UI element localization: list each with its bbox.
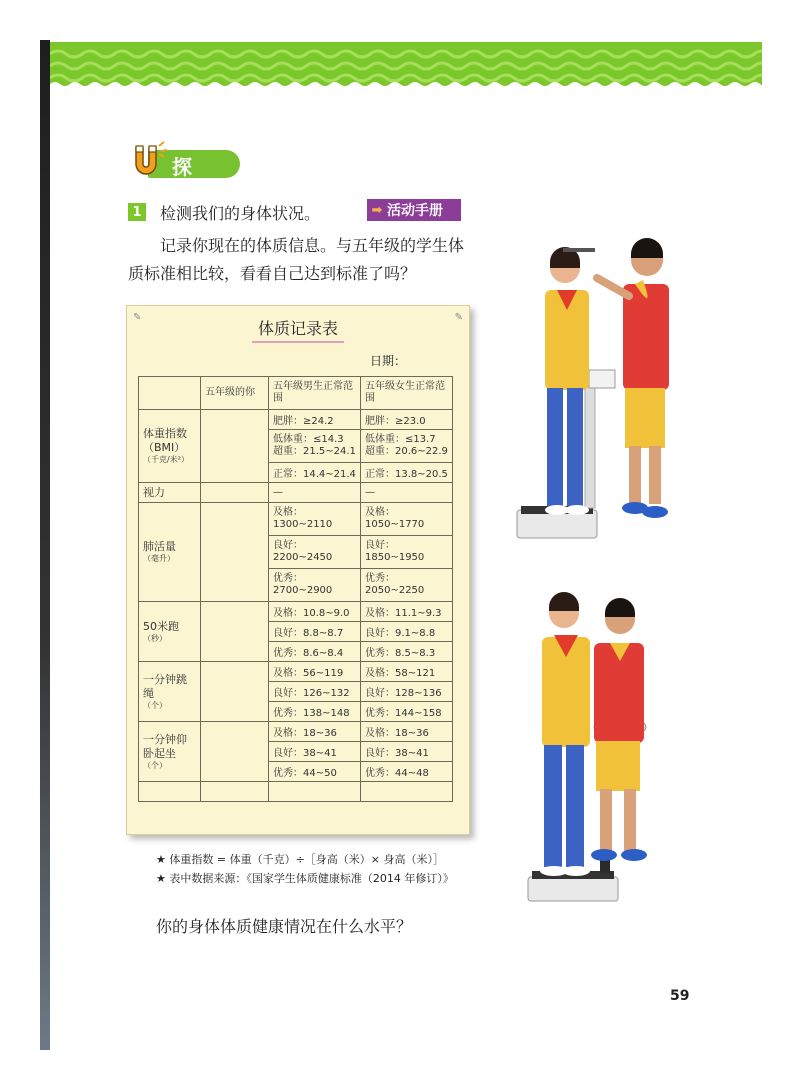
boy-range-cell: 优秀：44~50: [269, 762, 361, 782]
entry-cell[interactable]: [201, 483, 269, 503]
weight-measure-photo: [520, 585, 680, 910]
footnote: ★ 体重指数 = 体重（千克）÷［身高（米）× 身高（米）］: [156, 853, 444, 866]
header-cell: [139, 377, 201, 410]
category-unit: （千克/米²）: [143, 455, 189, 464]
boy-range-cell: 良好：126~132: [269, 682, 361, 702]
category-cell: [139, 722, 201, 782]
top-banner: [50, 42, 762, 88]
record-card: [126, 305, 470, 835]
boy-range-cell: 良好：38~41: [269, 742, 361, 762]
table-row: [139, 483, 453, 503]
boy-range-cell: 优秀： 2700~2900: [269, 569, 361, 602]
fitness-table: [138, 376, 453, 802]
boy-range-cell: 优秀：8.6~8.4: [269, 642, 361, 662]
footnotes: [156, 850, 454, 888]
girl-range-cell: 及格：11.1~9.3: [361, 602, 453, 622]
blank-cell[interactable]: [139, 782, 201, 802]
category-cell: [139, 662, 201, 722]
height-measure-photo: [505, 238, 685, 548]
footnote: ★ 表中数据来源：《国家学生体质健康标准（2014 年修订）》: [156, 872, 454, 885]
category-cell: [139, 503, 201, 602]
girl-range-cell: 优秀：44~48: [361, 762, 453, 782]
pin-icon: ✎: [454, 312, 463, 323]
category-name: 一分钟跳绳: [143, 672, 187, 700]
section-label: 探 索: [172, 155, 200, 208]
category-abbr: （BMI）: [143, 441, 186, 454]
header-cell: 五年级的你: [201, 377, 269, 410]
girl-range-cell: 优秀：144~158: [361, 702, 453, 722]
pin-icon: ✎: [133, 312, 142, 323]
category-unit: （个）: [143, 700, 167, 710]
category-name: 视力: [139, 483, 201, 503]
arrow-icon: ➡: [371, 202, 383, 218]
girl-range-cell: 及格：58~121: [361, 662, 453, 682]
table-row: [139, 662, 453, 682]
entry-cell[interactable]: [201, 662, 269, 722]
girl-range-cell: 及格：18~36: [361, 722, 453, 742]
page-number: 59: [670, 988, 690, 1004]
intro-paragraph: 记录你现在的体质信息。与五年级的学生体质标准相比较，看看自己达到标准了吗？: [128, 236, 465, 283]
category-name: 体重指数: [143, 427, 187, 440]
girl-range-cell: 肥胖：≥23.0: [361, 410, 453, 430]
category-unit: （毫升）: [143, 554, 175, 563]
girl-range-cell: 低体重：≤13.7 超重：20.6~22.9: [361, 430, 453, 463]
girl-range-cell: 良好：128~136: [361, 682, 453, 702]
category-unit: （秒）: [143, 633, 167, 643]
boy-range-cell: —: [269, 483, 361, 503]
boy-range-cell: 及格：56~119: [269, 662, 361, 682]
category-cell: [139, 602, 201, 662]
boy-range-cell: 优秀：138~148: [269, 702, 361, 722]
question-text: 你的身体体质健康情况在什么水平？: [156, 917, 413, 936]
girl-range-cell: 良好： 1850~1950: [361, 536, 453, 569]
table-header-row: [139, 377, 453, 410]
table-row: [139, 602, 453, 622]
table-row: [139, 782, 453, 802]
header-cell: 五年级女生正常范围: [361, 377, 453, 410]
table-row: [139, 503, 453, 536]
boy-range-cell: 肥胖：≥24.2: [269, 410, 361, 430]
girl-range-cell: 优秀：8.5~8.3: [361, 642, 453, 662]
boy-range-cell: 及格：10.8~9.0: [269, 602, 361, 622]
girl-range-cell: 优秀： 2050~2250: [361, 569, 453, 602]
girl-range-cell: —: [361, 483, 453, 503]
category-name: 一分钟仰卧起坐: [143, 732, 187, 760]
task-text: 检测我们的身体状况。: [160, 203, 321, 223]
handbook-tag: [367, 199, 461, 221]
entry-cell[interactable]: [201, 410, 269, 483]
girl-range-cell: 正常：13.8~20.5: [361, 463, 453, 483]
task-heading: [128, 201, 320, 223]
boy-range-cell: 及格： 1300~2110: [269, 503, 361, 536]
girl-range-cell: 良好：9.1~8.8: [361, 622, 453, 642]
header-cell: 五年级男生正常范围: [269, 377, 361, 410]
boy-range-cell: 低体重：≤14.3 超重：21.5~24.1: [269, 430, 361, 463]
table-row: [139, 722, 453, 742]
category-name: 肺活量: [143, 540, 176, 553]
table-row: [139, 410, 453, 430]
task-number: 1: [128, 203, 146, 221]
handbook-label: 活动手册: [387, 203, 443, 219]
blank-cell[interactable]: [269, 782, 361, 802]
boy-range-cell: 良好：8.8~8.7: [269, 622, 361, 642]
girl-range-cell: 及格： 1050~1770: [361, 503, 453, 536]
category-cell: [139, 410, 201, 483]
date-label: 日期：: [370, 354, 407, 368]
table-title: 体质记录表: [252, 319, 344, 343]
magnet-icon: [128, 140, 168, 180]
explore-badge: [128, 140, 240, 208]
blank-cell[interactable]: [361, 782, 453, 802]
blank-cell[interactable]: [201, 782, 269, 802]
book-spine: [40, 40, 50, 1050]
category-name: 50米跑: [143, 619, 179, 633]
boy-range-cell: 良好： 2200~2450: [269, 536, 361, 569]
entry-cell[interactable]: [201, 722, 269, 782]
entry-cell[interactable]: [201, 503, 269, 602]
entry-cell[interactable]: [201, 602, 269, 662]
girl-range-cell: 良好：38~41: [361, 742, 453, 762]
boy-range-cell: 及格：18~36: [269, 722, 361, 742]
category-unit: （个）: [143, 760, 167, 770]
boy-range-cell: 正常：14.4~21.4: [269, 463, 361, 483]
table-title-wrap: [127, 316, 469, 339]
